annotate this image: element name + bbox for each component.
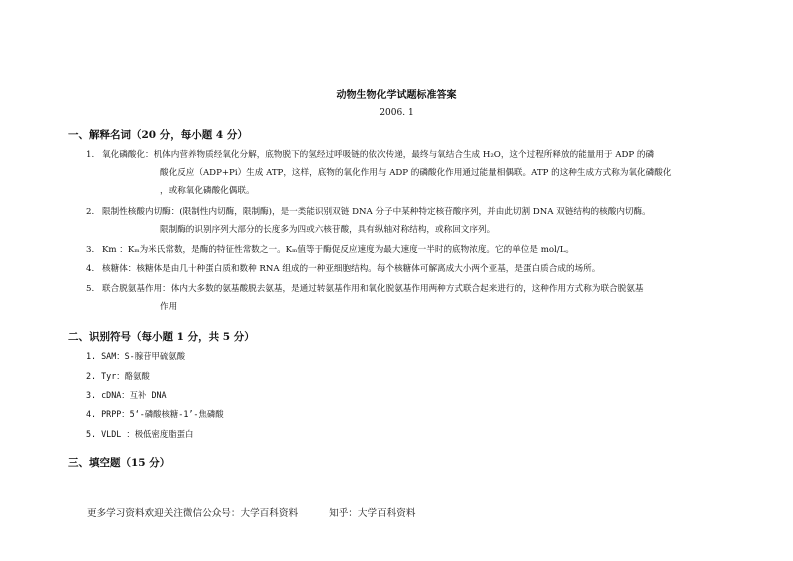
item-line: 限制性核酸内切酶：(限制性内切酶，限制酶)，是一类能识别双链 DNA 分子中某种特定核苷酸序列，并由此切割 DNA 双链结构的核酸内切酶。 (102, 207, 651, 217)
item-line: Km ：Kₘ为米氏常数，是酶的特征性常数之一。Kₘ值等于酶促反应速度为最大速度一半时的底物浓度。它的单位是 mol/L。 (102, 245, 574, 255)
section-3-heading: 三、填空题（15 分） (68, 457, 171, 469)
symbol-item: 5. VLDL ：极低密度脂蛋白 (86, 429, 194, 439)
item-number: 4. (86, 264, 95, 274)
symbol-item: 4. PRPP：5‘-磷酸核糖-1’-焦磷酸 (86, 409, 224, 419)
item-line: 作用 (160, 302, 178, 312)
item-line: 限制酶的识别序列大部分的长度多为四或六核苷酸，具有纵轴对称结构，或称回文序列。 (160, 225, 496, 235)
doc-title: 动物生物化学试题标准答案 (336, 90, 457, 101)
footer-zhihu: 知乎：大学百科资料 (329, 508, 416, 519)
item-number: 1. (86, 150, 95, 160)
section-1-heading: 一、解释名词（20 分，每小题 4 分） (68, 129, 248, 141)
item-line: ，或称氧化磷酸化偶联。 (160, 186, 255, 196)
item-line: 酸化反应（ADP+Pi）生成 ATP，这样，底物的氧化作用与 ADP 的磷酸化作用通过能量相偶联。ATP 的这种生成方式称为氧化磷酸化 (160, 168, 672, 178)
symbol-item: 1. SAM：S-腺苷甲硫氨酸 (86, 351, 185, 361)
item-number: 3. (86, 245, 95, 255)
footer-wechat: 更多学习资料欢迎关注微信公众号：大学百科资料 (87, 508, 299, 519)
item-line: 联合脱氨基作用：体内大多数的氨基酸脱去氨基，是通过转氨基作用和氧化脱氨基作用两种方式联合起来进行的，这种作用方式称为联合脱氨基 (102, 284, 644, 294)
section-2-heading: 二、识别符号（每小题 1 分，共 5 分） (68, 331, 255, 343)
doc-date: 2006. 1 (379, 108, 414, 118)
item-number: 5. (86, 284, 95, 294)
definition-item (86, 146, 736, 200)
definition-item (86, 203, 736, 239)
definition-item (86, 260, 736, 278)
symbol-item: 2. Tyr：酪氨酸 (86, 371, 150, 381)
symbol-item: 3. cDNA：互补 DNA (86, 390, 167, 400)
item-line: 核糖体：核糖体是由几十种蛋白质和数种 RNA 组成的一种亚细胞结构。每个核糖体可解离成大小两个亚基，是蛋白质合成的场所。 (102, 264, 601, 274)
item-number: 2. (86, 207, 95, 217)
definition-item (86, 280, 736, 316)
definition-item (86, 241, 736, 259)
footer (87, 505, 415, 519)
item-line: 氧化磷酸化：机体内营养物质经氧化分解，底物脱下的氢经过呼吸链的依次传递，最终与氧结合生成 H₂O，这个过程所释放的能量用于 ADP 的磷 (102, 150, 655, 160)
